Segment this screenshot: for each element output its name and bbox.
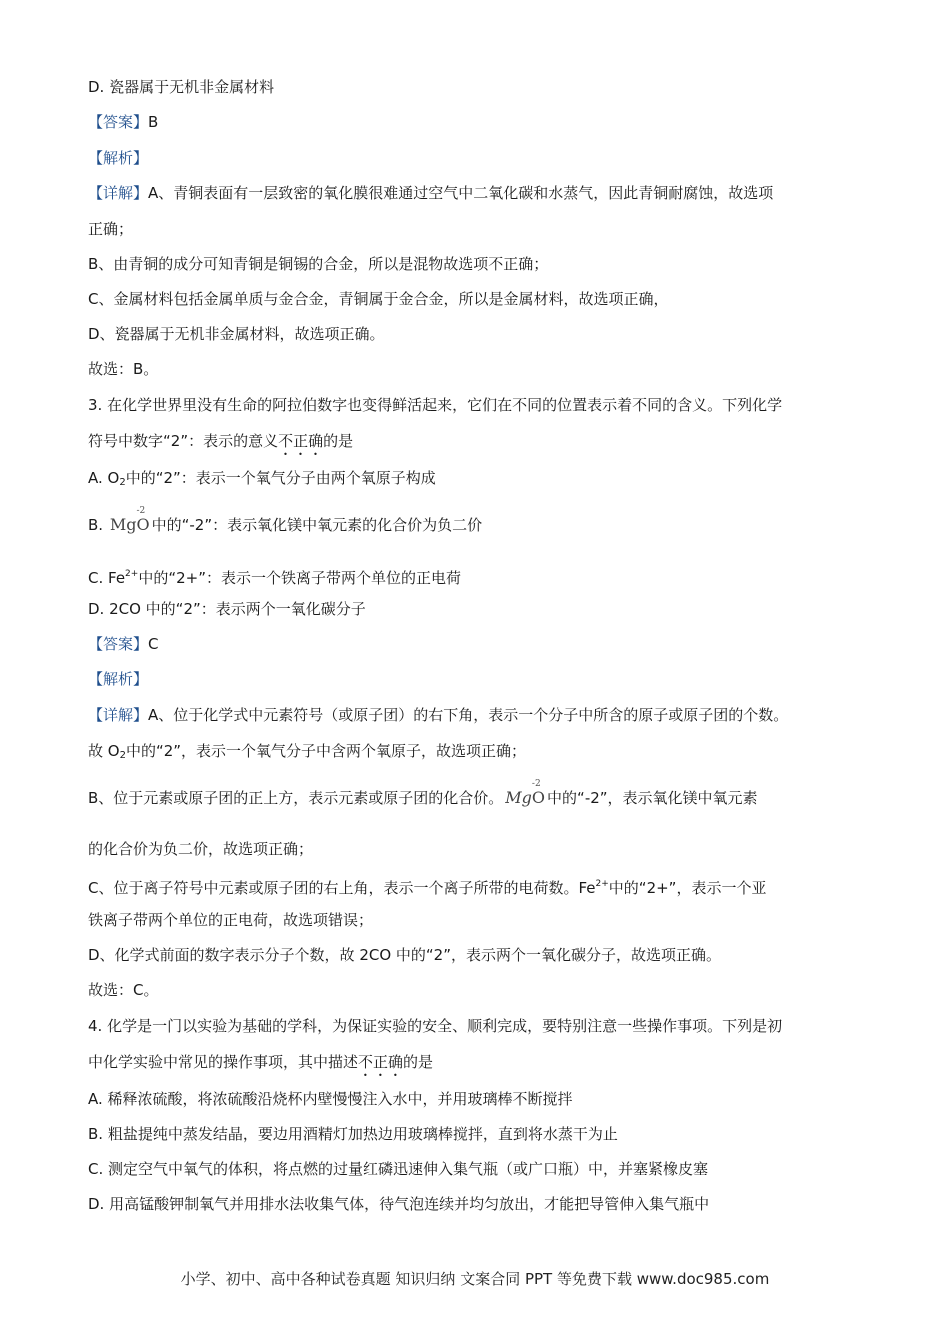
- answer-value: B: [148, 113, 159, 131]
- answer-tag: 【答案】: [88, 635, 149, 653]
- detail-text: 中的“2”，表示一个氧气分子中含两个氧原子，故选项正确；: [125, 742, 527, 760]
- q3-detail-c-1: [88, 874, 766, 898]
- formula-element: O: [136, 515, 150, 534]
- q3-option-a: [88, 468, 436, 493]
- formula-element: Mg: [109, 515, 137, 534]
- stem-text: 的是: [403, 1053, 434, 1071]
- mgo-formula: [505, 779, 546, 808]
- option-text: 中的“2”：表示一个氧气分子由两个氧原子构成: [125, 469, 436, 487]
- subscript: 2: [119, 477, 126, 488]
- stem-text: 符号中数字“2”：表示的意义: [88, 432, 279, 450]
- q3-choice: 故选：C。: [88, 981, 159, 999]
- stem-text: 中化学实验中常见的操作事项，其中描述: [88, 1053, 359, 1071]
- q2-detail-a-2: 正确；: [88, 220, 134, 238]
- detail-text: 中的“2+”，表示一个亚: [608, 879, 767, 897]
- page-footer: 小学、初中、高中各种试卷真题 知识归纳 文案合同 PPT 等免费下载 www.doc985.com: [180, 1270, 770, 1288]
- valence-mark: -2: [136, 506, 146, 516]
- mgo-formula: [109, 506, 150, 535]
- q4-option-a: A. 稀释浓硫酸，将浓硫酸沿烧杯内壁慢慢注入水中，并用玻璃棒不断搅拌: [88, 1090, 573, 1108]
- superscript: 2+: [125, 569, 139, 579]
- q2-choice: 故选：B。: [88, 360, 159, 378]
- emphasis-text: 不正确: [278, 432, 324, 450]
- option-text: C. Fe: [88, 569, 126, 587]
- q3-detail-a-1: [88, 705, 788, 725]
- detail-tag: 【详解】: [88, 706, 149, 724]
- q2-answer: [88, 112, 158, 132]
- q2-detail-c: C、金属材料包括金属单质与金合金，青铜属于金合金，所以是金属材料，故选项正确，: [88, 290, 669, 308]
- q3-detail-d: D、化学式前面的数字表示分子个数，故 2CO 中的“2”，表示两个一氧化碳分子，故选项正确。: [88, 946, 721, 964]
- valence-mark: -2: [531, 779, 541, 789]
- q3-option-b: [88, 506, 483, 535]
- q3-option-c: [88, 564, 461, 588]
- detail-text: C、位于离子符号中元素或原子团的右上角，表示一个离子所带的电荷数。Fe: [88, 879, 596, 897]
- answer-tag: 【答案】: [88, 113, 149, 131]
- option-label: B.: [88, 516, 104, 534]
- detail-text: 中的“-2”，表示氧化镁中氧元素: [547, 789, 758, 807]
- detail-text: B、位于元素或原子团的正上方，表示元素或原子团的化合价。: [88, 789, 504, 807]
- q2-detail-d: D、瓷器属于无机非金属材料，故选项正确。: [88, 325, 385, 343]
- subscript: 2: [119, 750, 126, 761]
- q3-analysis-tag: 【解析】: [88, 670, 149, 688]
- answer-value: C: [148, 635, 159, 653]
- q4-option-d: D. 用高锰酸钾制氧气并用排水法收集气体，待气泡连续并均匀放出，才能把导管伸入集气瓶中: [88, 1195, 710, 1213]
- q2-option-d: D. 瓷器属于无机非金属材料: [88, 78, 275, 96]
- stem-text: 的是: [323, 432, 354, 450]
- formula-element: Mg: [505, 788, 532, 807]
- q2-detail-a-1: [88, 183, 773, 203]
- q3-detail-c-2: 铁离子带两个单位的正电荷，故选项错误；: [88, 911, 374, 929]
- q4-stem-2: [88, 1052, 433, 1080]
- q3-detail-b-1: [88, 779, 758, 808]
- detail-text: A、青铜表面有一层致密的氧化膜很难通过空气中二氧化碳和水蒸气，因此青铜耐腐蚀，故选项: [148, 184, 774, 202]
- option-text: 中的“-2”：表示氧化镁中氧元素的化合价为负二价: [151, 516, 483, 534]
- option-text: 中的“2+”：表示一个铁离子带两个单位的正电荷: [138, 569, 461, 587]
- option-text: A. O: [88, 469, 120, 487]
- q4-option-c: C. 测定空气中氧气的体积，将点燃的过量红磷迅速伸入集气瓶（或广口瓶）中，并塞紧橡皮塞: [88, 1160, 709, 1178]
- q3-stem-1: 3. 在化学世界里没有生命的阿拉伯数字也变得鲜活起来，它们在不同的位置表示着不同的含义。下列化学: [88, 396, 783, 414]
- q4-stem-1: 4. 化学是一门以实验为基础的学科，为保证实验的安全、顺利完成，要特别注意一些操作事项。下列是初: [88, 1017, 783, 1035]
- q3-detail-a-2: [88, 741, 526, 766]
- q3-stem-2: [88, 431, 353, 459]
- detail-text: 故 O: [88, 742, 120, 760]
- emphasis-text: 不正确: [358, 1053, 404, 1071]
- q2-detail-b: B、由青铜的成分可知青铜是铜锡的合金，所以是混物故选项不正确；: [88, 255, 549, 273]
- q3-option-d: D. 2CO 中的“2”：表示两个一氧化碳分子: [88, 600, 366, 618]
- detail-tag: 【详解】: [88, 184, 149, 202]
- detail-text: A、位于化学式中元素符号（或原子团）的右下角，表示一个分子中所含的原子或原子团的个数。: [148, 706, 789, 724]
- superscript: 2+: [595, 879, 609, 889]
- q3-detail-b-2: 的化合价为负二价，故选项正确；: [88, 840, 314, 858]
- q3-answer: [88, 634, 159, 654]
- q2-analysis-tag: 【解析】: [88, 149, 149, 167]
- formula-element: O: [531, 788, 546, 807]
- q4-option-b: B. 粗盐提纯中蒸发结晶，要边用酒精灯加热边用玻璃棒搅拌，直到将水蒸干为止: [88, 1125, 618, 1143]
